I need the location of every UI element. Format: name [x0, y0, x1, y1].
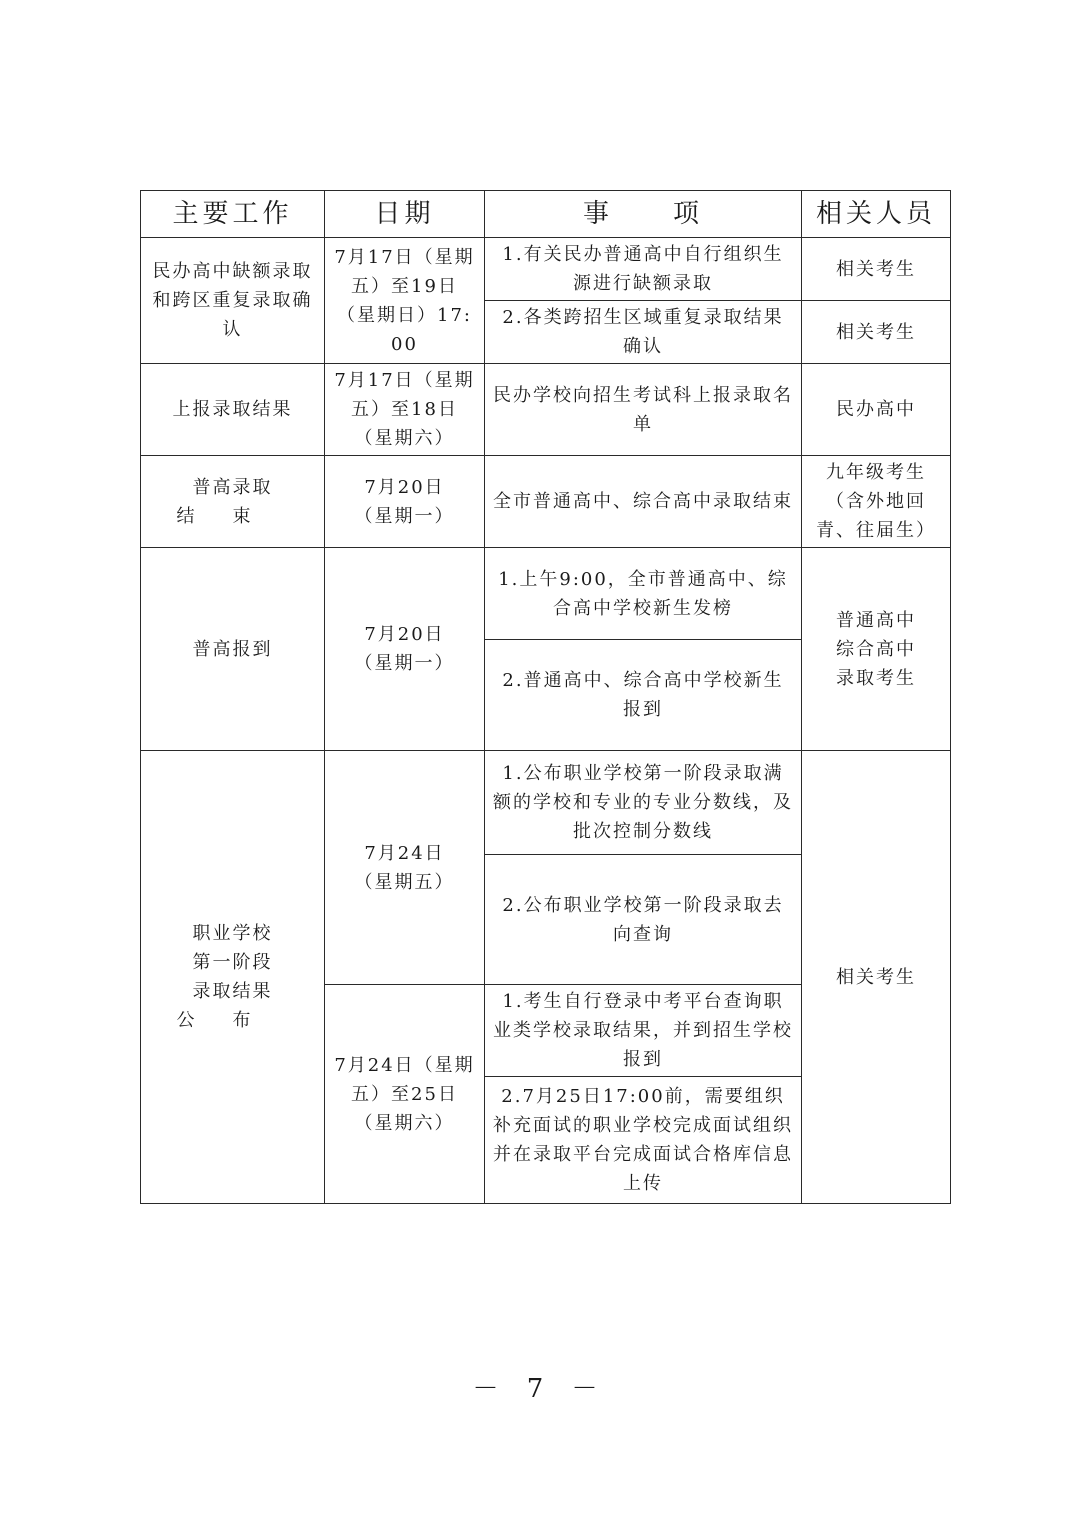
work-line: 职业学校	[192, 923, 273, 944]
date-line: （星期五）	[354, 871, 455, 893]
cell-work: 上报录取结果	[141, 364, 325, 456]
date-line: （星期一）	[354, 653, 455, 674]
cell-date	[325, 751, 485, 985]
cell-date	[325, 456, 485, 548]
work-line: 第一阶段	[192, 952, 273, 973]
table-header-row	[141, 191, 951, 238]
date-line: 7月24日	[364, 842, 445, 864]
table-row	[141, 456, 951, 548]
admission-schedule-table	[140, 190, 951, 1204]
people-line: 录取考生	[836, 667, 916, 689]
date-line: 7月20日	[364, 476, 445, 498]
header-main-work: 主要工作	[141, 191, 325, 238]
cell-date	[325, 548, 485, 751]
date-line: （星期一）	[354, 505, 455, 527]
cell-item: 1.公布职业学校第一阶段录取满额的学校和专业的专业分数线，及批次控制分数线	[485, 751, 802, 855]
work-line: 普高录取	[192, 476, 273, 498]
work-line: 录取结果	[192, 981, 273, 1002]
cell-people: 相关考生	[802, 238, 951, 301]
cell-work	[141, 751, 325, 1204]
work-line: 公布	[176, 1010, 289, 1031]
cell-work: 民办高中缺额录取和跨区重复录取确认	[141, 238, 325, 364]
cell-people: 九年级考生（含外地回青、往届生）	[802, 456, 951, 548]
cell-item: 2.各类跨招生区域重复录取结果确认	[485, 301, 802, 364]
cell-people: 民办高中	[802, 364, 951, 456]
date-line: 7月20日	[364, 624, 445, 645]
cell-date: 7月17日（星期五）至19日（星期日）17:00	[325, 238, 485, 364]
table-row	[141, 548, 951, 640]
work-line: 结束	[176, 505, 289, 527]
cell-people: 相关考生	[802, 751, 951, 1204]
cell-item: 1.考生自行登录中考平台查询职业类学校录取结果，并到招生学校报到	[485, 985, 802, 1077]
people-line: 综合高中	[836, 638, 916, 660]
cell-item: 2.公布职业学校第一阶段录取去向查询	[485, 855, 802, 985]
cell-people	[802, 548, 951, 751]
cell-item: 2.7月25日17:00前，需要组织补充面试的职业学校完成面试组织并在录取平台完成面试合格库信息上传	[485, 1077, 802, 1204]
cell-item: 1.有关民办普通高中自行组织生源进行缺额录取	[485, 238, 802, 301]
cell-item: 民办学校向招生考试科上报录取名单	[485, 364, 802, 456]
cell-item: 2.普通高中、综合高中学校新生报到	[485, 640, 802, 751]
header-matters: 事 项	[485, 191, 802, 238]
cell-item: 全市普通高中、综合高中录取结束	[485, 456, 802, 548]
table-row	[141, 364, 951, 456]
people-line: 普通高中	[836, 609, 916, 631]
cell-people: 相关考生	[802, 301, 951, 364]
cell-date: 7月24日（星期五）至25日（星期六）	[325, 985, 485, 1204]
cell-date: 7月17日（星期五）至18日（星期六）	[325, 364, 485, 456]
table-row	[141, 751, 951, 855]
cell-work: 普高报到	[141, 548, 325, 751]
table-row	[141, 238, 951, 301]
cell-work	[141, 456, 325, 548]
header-date: 日期	[325, 191, 485, 238]
page-number: － 7 －	[472, 1374, 608, 1404]
header-related-people: 相关人员	[802, 191, 951, 238]
cell-item: 1.上午9:00，全市普通高中、综合高中学校新生发榜	[485, 548, 802, 640]
